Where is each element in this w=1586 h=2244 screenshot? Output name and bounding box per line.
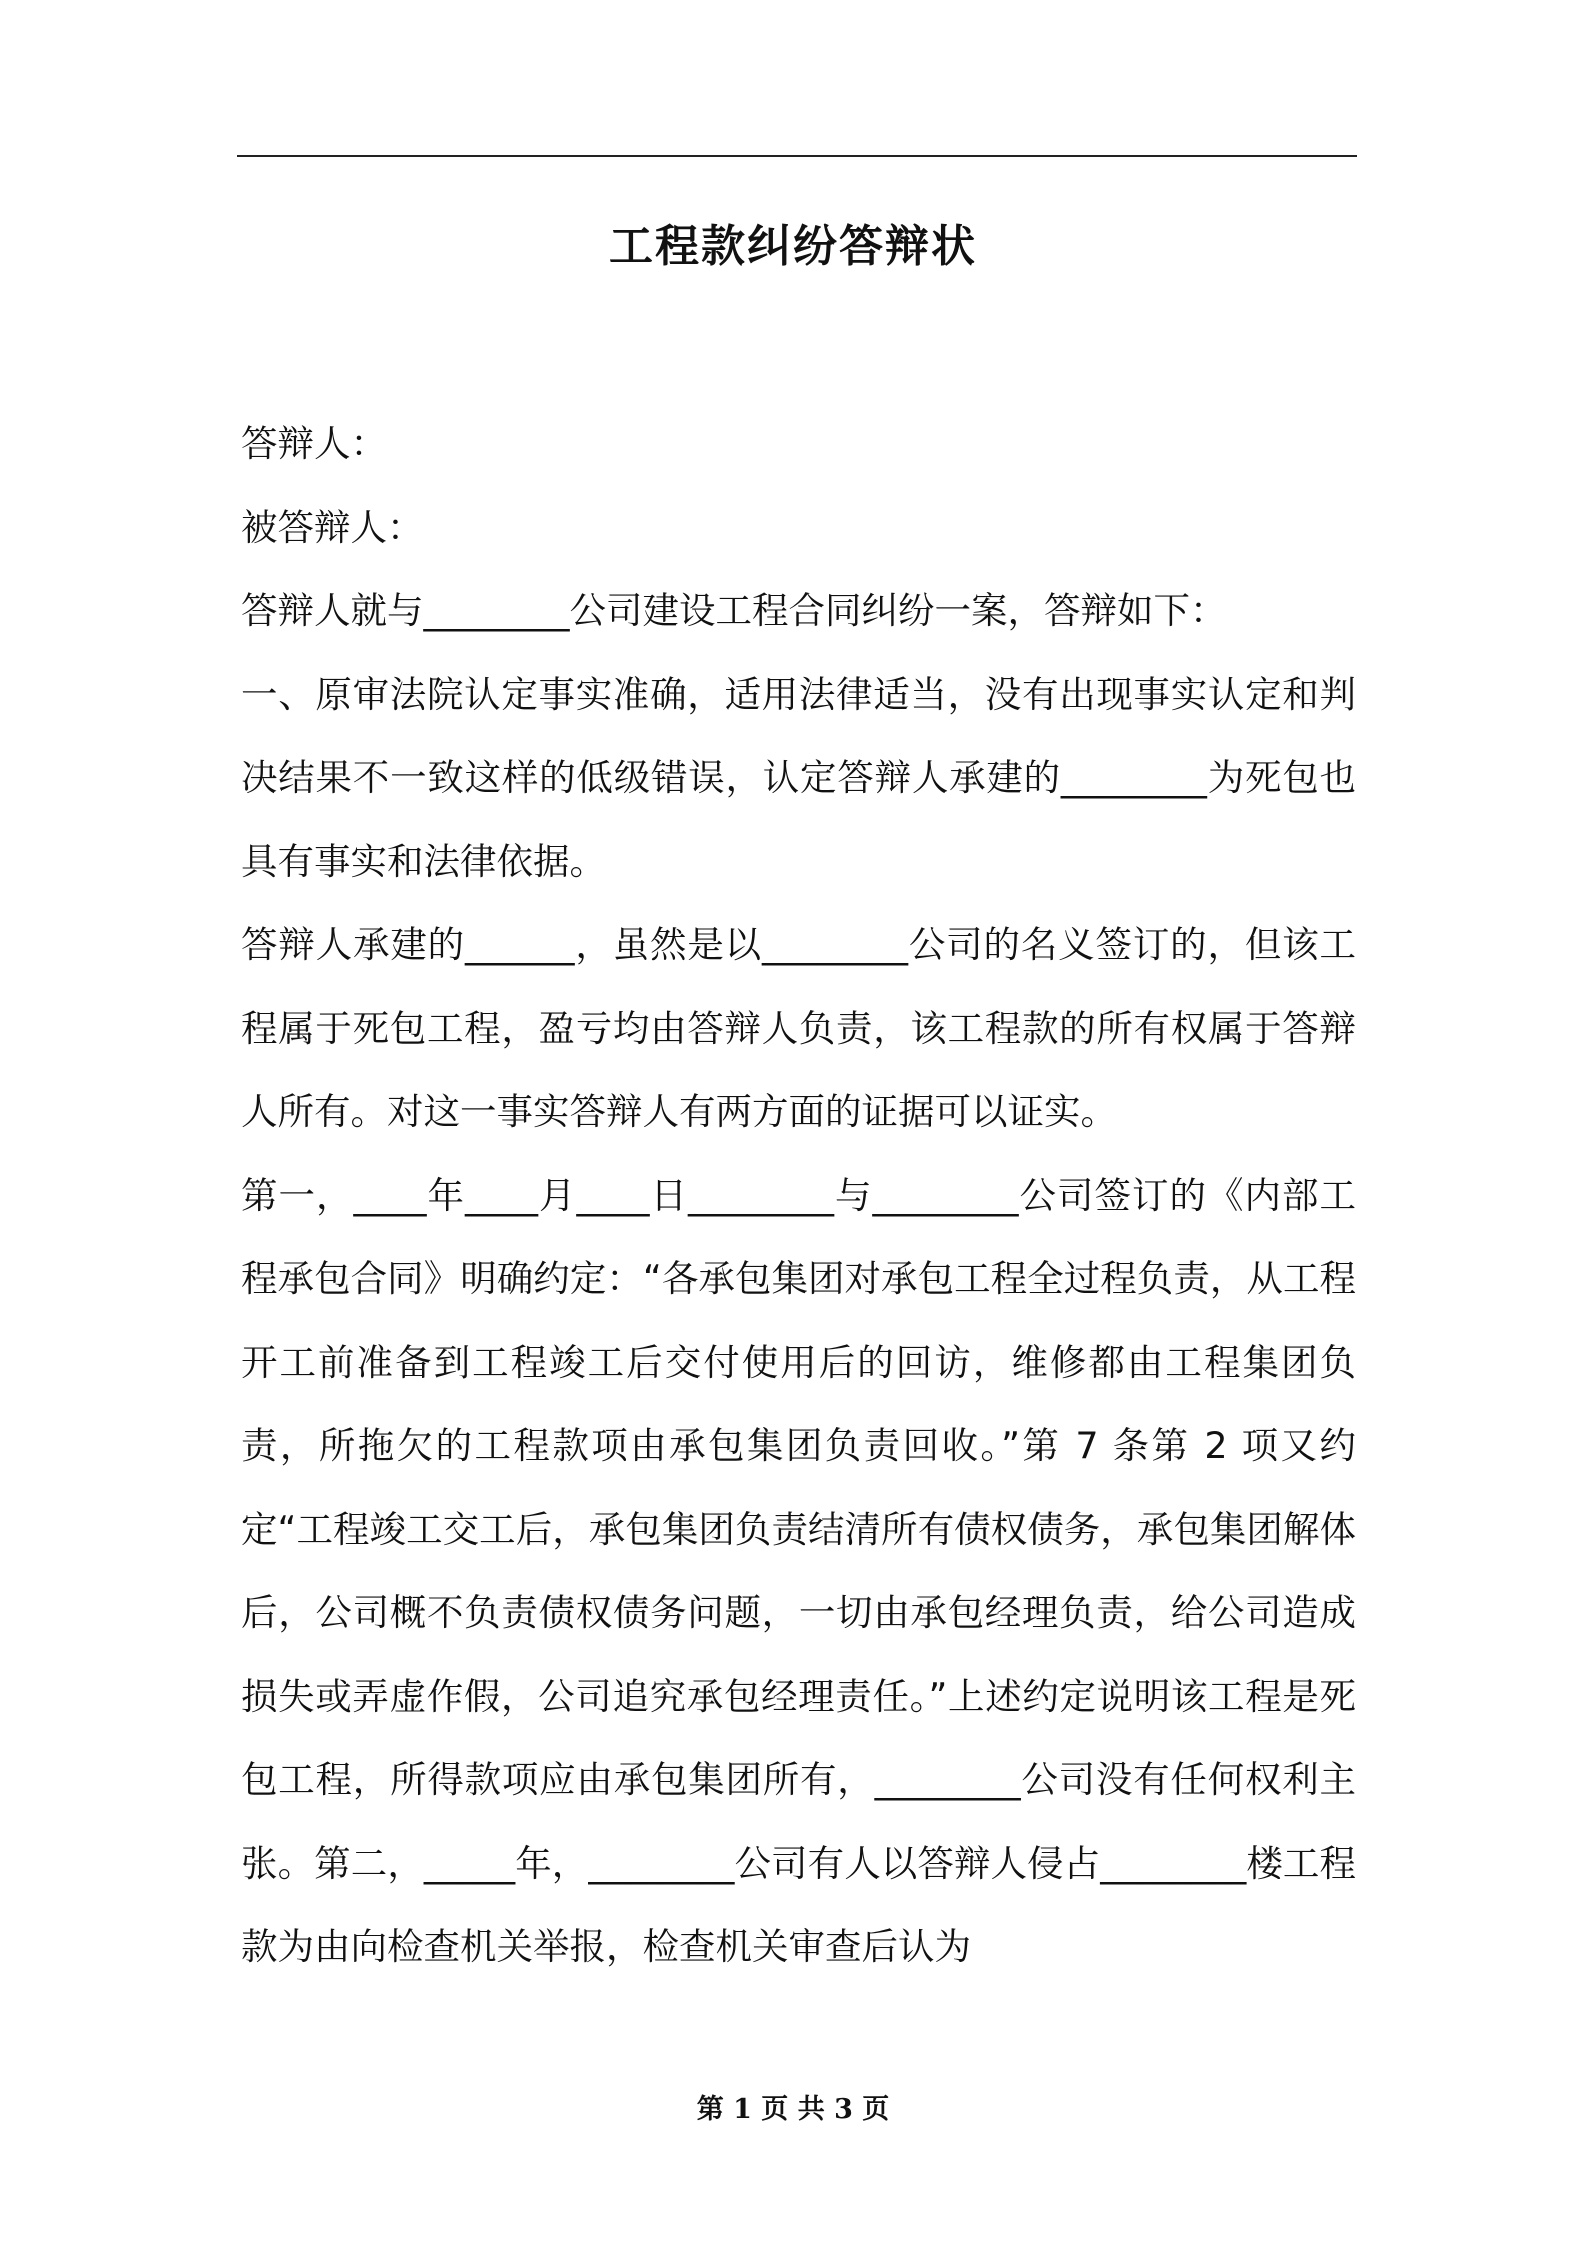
paragraph-respondent: 答辩人： — [241, 422, 387, 465]
document-title: 工程款纠纷答辩状 — [609, 221, 977, 272]
document-body — [241, 402, 1356, 1989]
paragraph-evidence: 第一，____年____月____日________与________公司签订的《内部工程承包合同》明确约定：“各承包集团对承包工程全过程负责，从工程开工前准备到工程竣工后交付使用后的回访，维修都由工程集团负责，所拖欠的工程款项由承包集团负责回收。”第 7 条第 2 项又约定“工程竣工交工后，承包集团负责结清所有债权债务，承包集团解体后，公司概不负责债权债务问题，一切由承包经理负责，给公司造成损失或弄虚作假，公司追究承包经理责任。”上述约定说明该工程是死包工程，所得款项应由承包集团所有，________公司没有任何权利主张。第二，_____年，________公司有人以答辩人侵占________楼工程款为由向检查机关举报，检查机关审查后认为 — [241, 1173, 1356, 1968]
paragraph-intro: 答辩人就与________公司建设工程合同纠纷一案，答辩如下： — [241, 589, 1227, 632]
paragraph-point-one: 一、原审法院认定事实准确，适用法律适当，没有出现事实认定和判决结果不一致这样的低级错误，认定答辩人承建的________为死包也具有事实和法律依据。 — [241, 672, 1356, 883]
header-rule — [237, 155, 1357, 157]
page-number-footer: 第 1 页 共 3 页 — [696, 2094, 890, 2125]
paragraph-appellee: 被答辩人： — [241, 505, 424, 549]
paragraph-contract-ownership: 答辩人承建的______，虽然是以________公司的名义签订的，但该工程属于死包工程，盈亏均由答辩人负责，该工程款的所有权属于答辩人所有。对这一事实答辩人有两方面的证据可以证实。 — [241, 923, 1356, 1133]
